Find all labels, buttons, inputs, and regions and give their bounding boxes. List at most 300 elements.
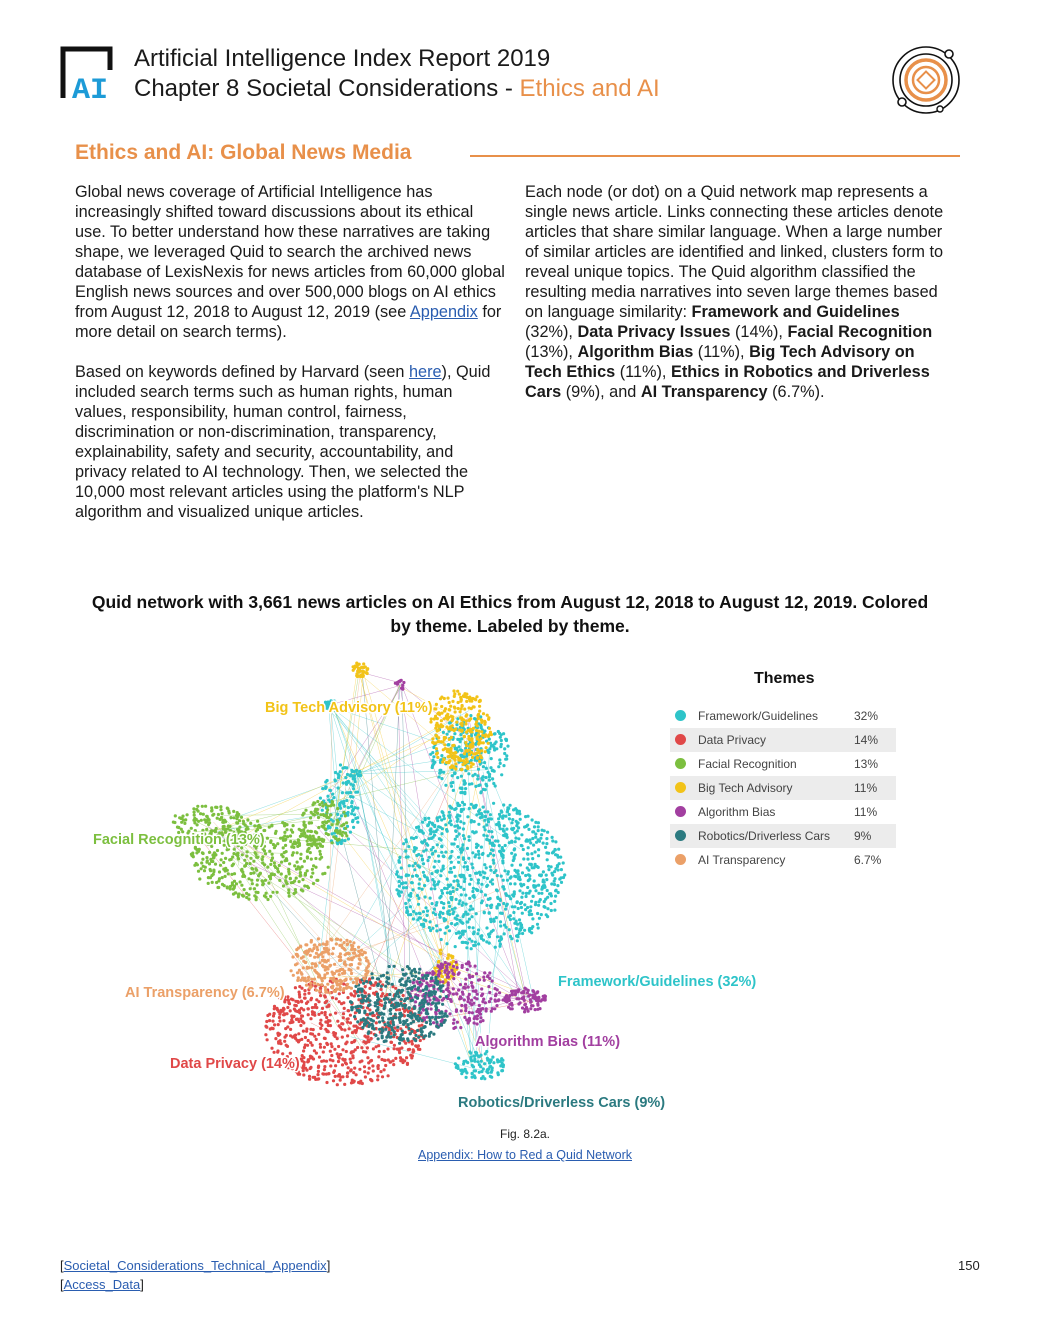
network-node	[343, 972, 346, 975]
network-node	[484, 815, 487, 818]
network-node	[283, 831, 286, 834]
network-node	[317, 816, 320, 819]
network-node	[431, 902, 434, 905]
network-node	[335, 942, 338, 945]
network-node	[424, 1034, 427, 1037]
network-node	[342, 781, 345, 784]
network-node	[343, 839, 346, 842]
network-node	[437, 854, 440, 857]
network-node	[332, 835, 335, 838]
network-node	[479, 791, 482, 794]
network-node	[504, 834, 507, 837]
network-node	[436, 756, 439, 759]
network-node	[364, 1023, 367, 1026]
network-node	[406, 965, 409, 968]
network-node	[190, 854, 193, 857]
network-node	[261, 861, 264, 864]
network-node	[308, 821, 311, 824]
network-node	[387, 1024, 390, 1027]
network-node	[440, 719, 443, 722]
network-node	[321, 809, 324, 812]
network-node	[480, 890, 483, 893]
network-node	[432, 1021, 435, 1024]
network-node	[500, 811, 503, 814]
network-node	[498, 844, 501, 847]
network-node	[386, 1047, 389, 1050]
network-node	[479, 699, 482, 702]
network-node	[354, 769, 357, 772]
network-link	[447, 747, 448, 969]
network-node	[467, 735, 470, 738]
network-node	[316, 1073, 319, 1076]
network-node	[331, 986, 334, 989]
network-node	[347, 806, 350, 809]
network-node	[368, 1008, 371, 1011]
network-node	[417, 853, 420, 856]
network-node	[468, 839, 471, 842]
network-node	[286, 1025, 289, 1028]
network-node	[506, 745, 509, 748]
network-node	[350, 805, 353, 808]
network-node	[446, 987, 449, 990]
legend-label: Framework/Guidelines	[698, 709, 819, 723]
network-node	[384, 985, 387, 988]
network-node	[441, 999, 444, 1002]
network-node	[240, 816, 243, 819]
network-node	[513, 922, 516, 925]
network-node	[488, 1061, 491, 1064]
network-node	[321, 955, 324, 958]
network-node	[402, 1020, 405, 1023]
network-node	[456, 690, 459, 693]
network-node	[325, 1016, 328, 1019]
network-node	[467, 986, 470, 989]
network-node	[463, 735, 466, 738]
network-node	[195, 808, 198, 811]
network-node	[244, 823, 247, 826]
network-node	[296, 971, 299, 974]
network-node	[341, 767, 344, 770]
network-node	[514, 840, 517, 843]
network-node	[307, 976, 310, 979]
network-node	[198, 877, 201, 880]
network-node	[415, 874, 418, 877]
network-node	[347, 1009, 350, 1012]
network-node	[412, 978, 415, 981]
network-node	[316, 846, 319, 849]
network-node	[520, 896, 523, 899]
network-node	[492, 782, 495, 785]
network-node	[469, 905, 472, 908]
network-node	[177, 826, 180, 829]
network-node	[452, 890, 455, 893]
network-node	[377, 1037, 380, 1040]
network-node	[468, 1050, 471, 1053]
network-node	[346, 983, 349, 986]
network-node	[520, 923, 523, 926]
network-node	[349, 992, 352, 995]
network-node	[306, 830, 309, 833]
network-node	[336, 807, 339, 810]
network-node	[243, 888, 246, 891]
legend-swatch	[675, 854, 686, 865]
network-node	[434, 860, 437, 863]
quid-appendix-link[interactable]: Appendix: How to Red a Quid Network	[418, 1148, 632, 1162]
network-node	[394, 1057, 397, 1060]
network-node	[530, 900, 533, 903]
network-node	[522, 990, 525, 993]
network-node	[551, 836, 554, 839]
network-node	[429, 753, 432, 756]
network-node	[480, 730, 483, 733]
network-node	[338, 992, 341, 995]
network-node	[285, 1044, 288, 1047]
network-node	[334, 771, 337, 774]
network-node	[323, 1046, 326, 1049]
network-node	[537, 904, 540, 907]
network-node	[253, 824, 256, 827]
network-node	[337, 1045, 340, 1048]
network-node	[283, 1040, 286, 1043]
network-node	[346, 1072, 349, 1075]
network-node	[291, 955, 294, 958]
network-node	[461, 791, 464, 794]
network-node	[510, 827, 513, 830]
network-node	[321, 942, 324, 945]
network-node	[327, 820, 330, 823]
network-node	[534, 850, 537, 853]
network-node	[483, 876, 486, 879]
network-node	[293, 864, 296, 867]
network-node	[429, 1019, 432, 1022]
network-node	[325, 990, 328, 993]
network-node	[431, 764, 434, 767]
network-node	[367, 1040, 370, 1043]
network-node	[289, 1052, 292, 1055]
network-node	[381, 1019, 384, 1022]
network-node	[453, 729, 456, 732]
network-node	[426, 974, 429, 977]
network-node	[292, 974, 295, 977]
network-node	[349, 940, 352, 943]
network-node	[468, 918, 471, 921]
network-node	[319, 994, 322, 997]
network-node	[350, 944, 353, 947]
legend-label: Robotics/Driverless Cars	[698, 829, 831, 843]
legend-swatch	[675, 710, 686, 721]
network-node	[476, 1022, 479, 1025]
network-node	[297, 865, 300, 868]
network-node	[426, 878, 429, 881]
network-node	[504, 892, 507, 895]
network-node	[311, 872, 314, 875]
network-node	[479, 935, 482, 938]
network-node	[489, 865, 492, 868]
network-node	[429, 897, 432, 900]
network-node	[280, 861, 283, 864]
appendix-link[interactable]: Appendix	[409, 303, 478, 321]
network-node	[458, 902, 461, 905]
network-node	[384, 1064, 387, 1067]
network-node	[436, 869, 439, 872]
network-node	[466, 847, 469, 850]
network-node	[245, 828, 248, 831]
network-node	[328, 965, 331, 968]
network-node	[341, 1058, 344, 1061]
network-node	[397, 859, 400, 862]
network-node	[404, 881, 407, 884]
network-node	[217, 879, 220, 882]
network-node	[418, 968, 421, 971]
network-node	[409, 1054, 412, 1057]
network-node	[490, 1071, 493, 1074]
network-node	[522, 857, 525, 860]
network-node	[477, 878, 480, 881]
network-node	[352, 1071, 355, 1074]
network-node	[444, 823, 447, 826]
network-node	[489, 817, 492, 820]
network-node	[546, 896, 549, 899]
network-node	[522, 883, 525, 886]
network-node	[392, 1021, 395, 1024]
network-node	[415, 847, 418, 850]
network-node	[430, 990, 433, 993]
network-node	[283, 851, 286, 854]
network-node	[318, 961, 321, 964]
network-node	[348, 958, 351, 961]
network-node	[453, 808, 456, 811]
network-node	[463, 779, 466, 782]
network-node	[368, 978, 371, 981]
network-node	[265, 892, 268, 895]
network-node	[433, 887, 436, 890]
network-node	[482, 765, 485, 768]
network-node	[485, 926, 488, 929]
network-node	[210, 874, 213, 877]
network-node	[483, 810, 486, 813]
access-data-link[interactable]: Access_Data	[63, 1277, 141, 1292]
network-node	[401, 1029, 404, 1032]
network-node	[366, 1035, 369, 1038]
network-node	[479, 1065, 482, 1068]
network-node	[542, 995, 545, 998]
network-node	[471, 742, 474, 745]
network-node	[269, 839, 272, 842]
network-node	[439, 874, 442, 877]
network-node	[453, 759, 456, 762]
network-node	[482, 741, 485, 744]
network-node	[448, 1012, 451, 1015]
network-node	[374, 1004, 377, 1007]
network-node	[490, 757, 493, 760]
network-node	[300, 973, 303, 976]
network-node	[361, 1026, 364, 1029]
network-node	[443, 919, 446, 922]
network-node	[487, 830, 490, 833]
network-node	[345, 783, 348, 786]
network-node	[479, 1016, 482, 1019]
network-node	[464, 861, 467, 864]
network-node	[197, 850, 200, 853]
network-node	[309, 954, 312, 957]
network-node	[361, 673, 364, 676]
network-node	[477, 881, 480, 884]
network-node	[431, 737, 434, 740]
network-node	[474, 698, 477, 701]
network-node	[361, 1082, 364, 1085]
network-node	[551, 839, 554, 842]
network-node	[309, 851, 312, 854]
network-node	[264, 1033, 267, 1036]
network-node	[200, 867, 203, 870]
network-node	[434, 727, 437, 730]
legend-label: AI Transparency	[698, 853, 786, 867]
network-node	[486, 810, 489, 813]
network-node	[432, 755, 435, 758]
network-node	[563, 873, 566, 876]
network-node	[443, 743, 446, 746]
network-node	[446, 976, 449, 979]
network-node	[416, 894, 419, 897]
network-node	[464, 722, 467, 725]
network-node	[398, 894, 401, 897]
network-node	[451, 956, 454, 959]
network-node	[460, 851, 463, 854]
network-node	[483, 761, 486, 764]
network-node	[311, 813, 314, 816]
network-node	[413, 1006, 416, 1009]
network-node	[483, 825, 486, 828]
network-node	[476, 932, 479, 935]
network-node	[506, 810, 509, 813]
network-node	[364, 1041, 367, 1044]
network-node	[341, 968, 344, 971]
network-node	[313, 944, 316, 947]
network-node	[428, 856, 431, 859]
network-node	[405, 840, 408, 843]
network-node	[364, 1075, 367, 1078]
network-node	[503, 747, 506, 750]
network-node	[450, 922, 453, 925]
network-node	[446, 718, 449, 721]
network-node	[389, 1012, 392, 1015]
network-node	[451, 715, 454, 718]
network-node	[473, 996, 476, 999]
network-node	[289, 834, 292, 837]
network-node	[402, 886, 405, 889]
legend-value: 11%	[854, 805, 878, 819]
network-node	[359, 1005, 362, 1008]
network-node	[305, 1069, 308, 1072]
network-node	[489, 731, 492, 734]
network-node	[352, 941, 355, 944]
network-node	[306, 855, 309, 858]
harvard-here-link[interactable]: here	[408, 363, 442, 381]
network-node	[346, 996, 349, 999]
network-node	[324, 995, 327, 998]
network-node	[467, 857, 470, 860]
network-node	[322, 838, 325, 841]
network-node	[410, 972, 413, 975]
network-node	[416, 988, 419, 991]
network-node	[416, 1015, 419, 1018]
network-node	[304, 1036, 307, 1039]
network-node	[521, 932, 524, 935]
network-node	[243, 859, 246, 862]
network-node	[321, 1007, 324, 1010]
network-node	[483, 863, 486, 866]
network-node	[271, 853, 274, 856]
network-node	[277, 1034, 280, 1037]
network-node	[454, 907, 457, 910]
network-node	[390, 1026, 393, 1029]
network-node	[498, 898, 501, 901]
network-node	[321, 845, 324, 848]
technical-appendix-link[interactable]: Societal_Considerations_Technical_Appendix	[63, 1258, 327, 1273]
network-node	[423, 839, 426, 842]
network-node	[396, 1004, 399, 1007]
network-node	[254, 851, 257, 854]
network-node	[468, 897, 471, 900]
network-node	[528, 928, 531, 931]
network-node	[400, 998, 403, 1001]
network-node	[311, 1006, 314, 1009]
network-node	[321, 787, 324, 790]
network-node	[506, 806, 509, 809]
network-node	[457, 707, 460, 710]
network-node	[408, 980, 411, 983]
network-node	[221, 876, 224, 879]
network-node	[465, 1071, 468, 1074]
network-node	[532, 895, 535, 898]
network-node	[340, 800, 343, 803]
network-node	[354, 780, 357, 783]
network-node	[484, 776, 487, 779]
network-node	[544, 846, 547, 849]
legend-item	[670, 752, 896, 776]
network-node	[339, 1076, 342, 1079]
network-node	[538, 917, 541, 920]
network-node	[288, 862, 291, 865]
network-node	[325, 1081, 328, 1084]
network-node	[317, 983, 320, 986]
network-node	[505, 926, 508, 929]
network-node	[370, 1037, 373, 1040]
network-node	[326, 795, 329, 798]
network-node	[464, 894, 467, 897]
network-node	[296, 1000, 299, 1003]
network-node	[336, 813, 339, 816]
network-node	[314, 866, 317, 869]
network-node	[461, 901, 464, 904]
network-node	[485, 767, 488, 770]
network-node	[422, 979, 425, 982]
legend-item	[670, 848, 896, 872]
network-node	[547, 868, 550, 871]
network-node	[301, 889, 304, 892]
network-node	[470, 803, 473, 806]
network-node	[521, 892, 524, 895]
network-node	[478, 856, 481, 859]
network-node	[445, 761, 448, 764]
network-node	[440, 712, 443, 715]
network-node	[472, 1002, 475, 1005]
network-node	[249, 857, 252, 860]
network-node	[347, 837, 350, 840]
network-node	[500, 739, 503, 742]
network-node	[310, 842, 313, 845]
network-node	[440, 901, 443, 904]
